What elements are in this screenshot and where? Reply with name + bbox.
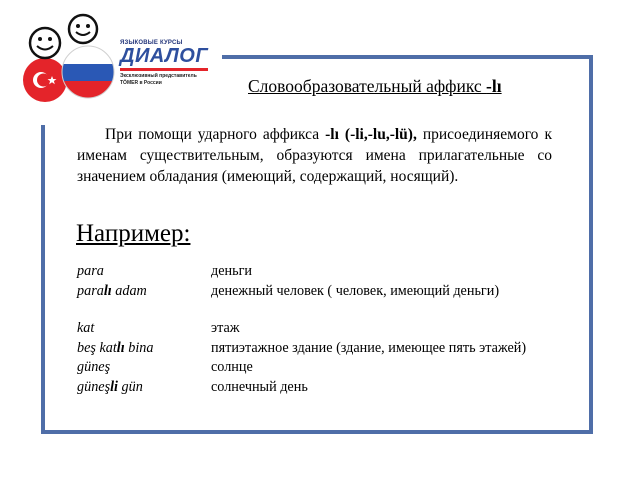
example-turkish-stem: kat bbox=[77, 320, 95, 336]
frame-right-border bbox=[589, 55, 593, 434]
example-turkish-stem: güneş bbox=[77, 378, 111, 395]
examples-table bbox=[77, 262, 557, 397]
example-turkish-affix: li bbox=[110, 378, 118, 395]
frame-left-border bbox=[41, 125, 45, 434]
example-turkish bbox=[77, 262, 211, 282]
logo-text-block bbox=[120, 40, 230, 87]
example-turkish-stem: beş kat bbox=[77, 339, 117, 356]
example-turkish bbox=[77, 358, 211, 378]
example-turkish bbox=[77, 339, 211, 359]
example-turkish-affix: lı bbox=[103, 282, 112, 299]
example-turkish-rest: bina bbox=[124, 339, 154, 356]
example-row bbox=[77, 282, 557, 302]
example-row bbox=[77, 378, 557, 398]
logo-courses-label: ЯЗЫКОВЫЕ КУРСЫ bbox=[120, 40, 183, 46]
page-title bbox=[248, 76, 502, 97]
example-turkish-stem: güneş bbox=[77, 359, 111, 375]
example-turkish-rest: adam bbox=[111, 282, 147, 299]
example-turkish bbox=[77, 282, 211, 302]
example-turkish-stem: para bbox=[77, 282, 104, 299]
example-turkish bbox=[77, 319, 211, 339]
example-russian: пятиэтажное здание (здание, имеющее пять этажей) bbox=[211, 339, 527, 356]
example-russian: этаж bbox=[211, 320, 240, 336]
page-title-text: Словообразовательный аффикс bbox=[248, 76, 487, 96]
example-russian: солнце bbox=[211, 359, 253, 375]
intro-rest-text: присоединяемого к именам существительным, образуются имена прилагательные со значением обладания (имеющий, содержащий, носящий). bbox=[77, 126, 552, 185]
example-russian: денежный человек ( человек, имеющий деньги) bbox=[211, 282, 500, 299]
example-row bbox=[77, 319, 557, 339]
example-spacer bbox=[77, 301, 557, 319]
example-russian: солнечный день bbox=[211, 378, 308, 395]
example-turkish-affix: lı bbox=[116, 339, 125, 356]
example-row bbox=[77, 262, 557, 282]
example-turkish-rest: gün bbox=[118, 378, 143, 395]
intro-lead-text: При помощи ударного аффикса bbox=[105, 126, 326, 143]
frame-bottom-border bbox=[41, 430, 593, 434]
example-russian: деньги bbox=[211, 263, 252, 279]
logo-underline bbox=[120, 68, 208, 71]
logo-representative-line2: TÖMER в России bbox=[120, 80, 162, 86]
example-turkish-stem: para bbox=[77, 263, 104, 279]
example-turkish bbox=[77, 378, 211, 398]
frame-top-border bbox=[222, 55, 593, 59]
example-row bbox=[77, 358, 557, 378]
intro-paragraph bbox=[77, 124, 552, 187]
logo-representative-line1: Эксклюзивный представитель bbox=[120, 73, 197, 79]
logo-brand-name: ДИАЛОГ bbox=[120, 45, 209, 67]
example-row bbox=[77, 339, 557, 359]
page-title-affix: -lı bbox=[486, 76, 502, 96]
intro-affix-text: -lı (-li,-lu,-lü), bbox=[325, 126, 417, 143]
example-heading: Например: bbox=[76, 220, 191, 247]
